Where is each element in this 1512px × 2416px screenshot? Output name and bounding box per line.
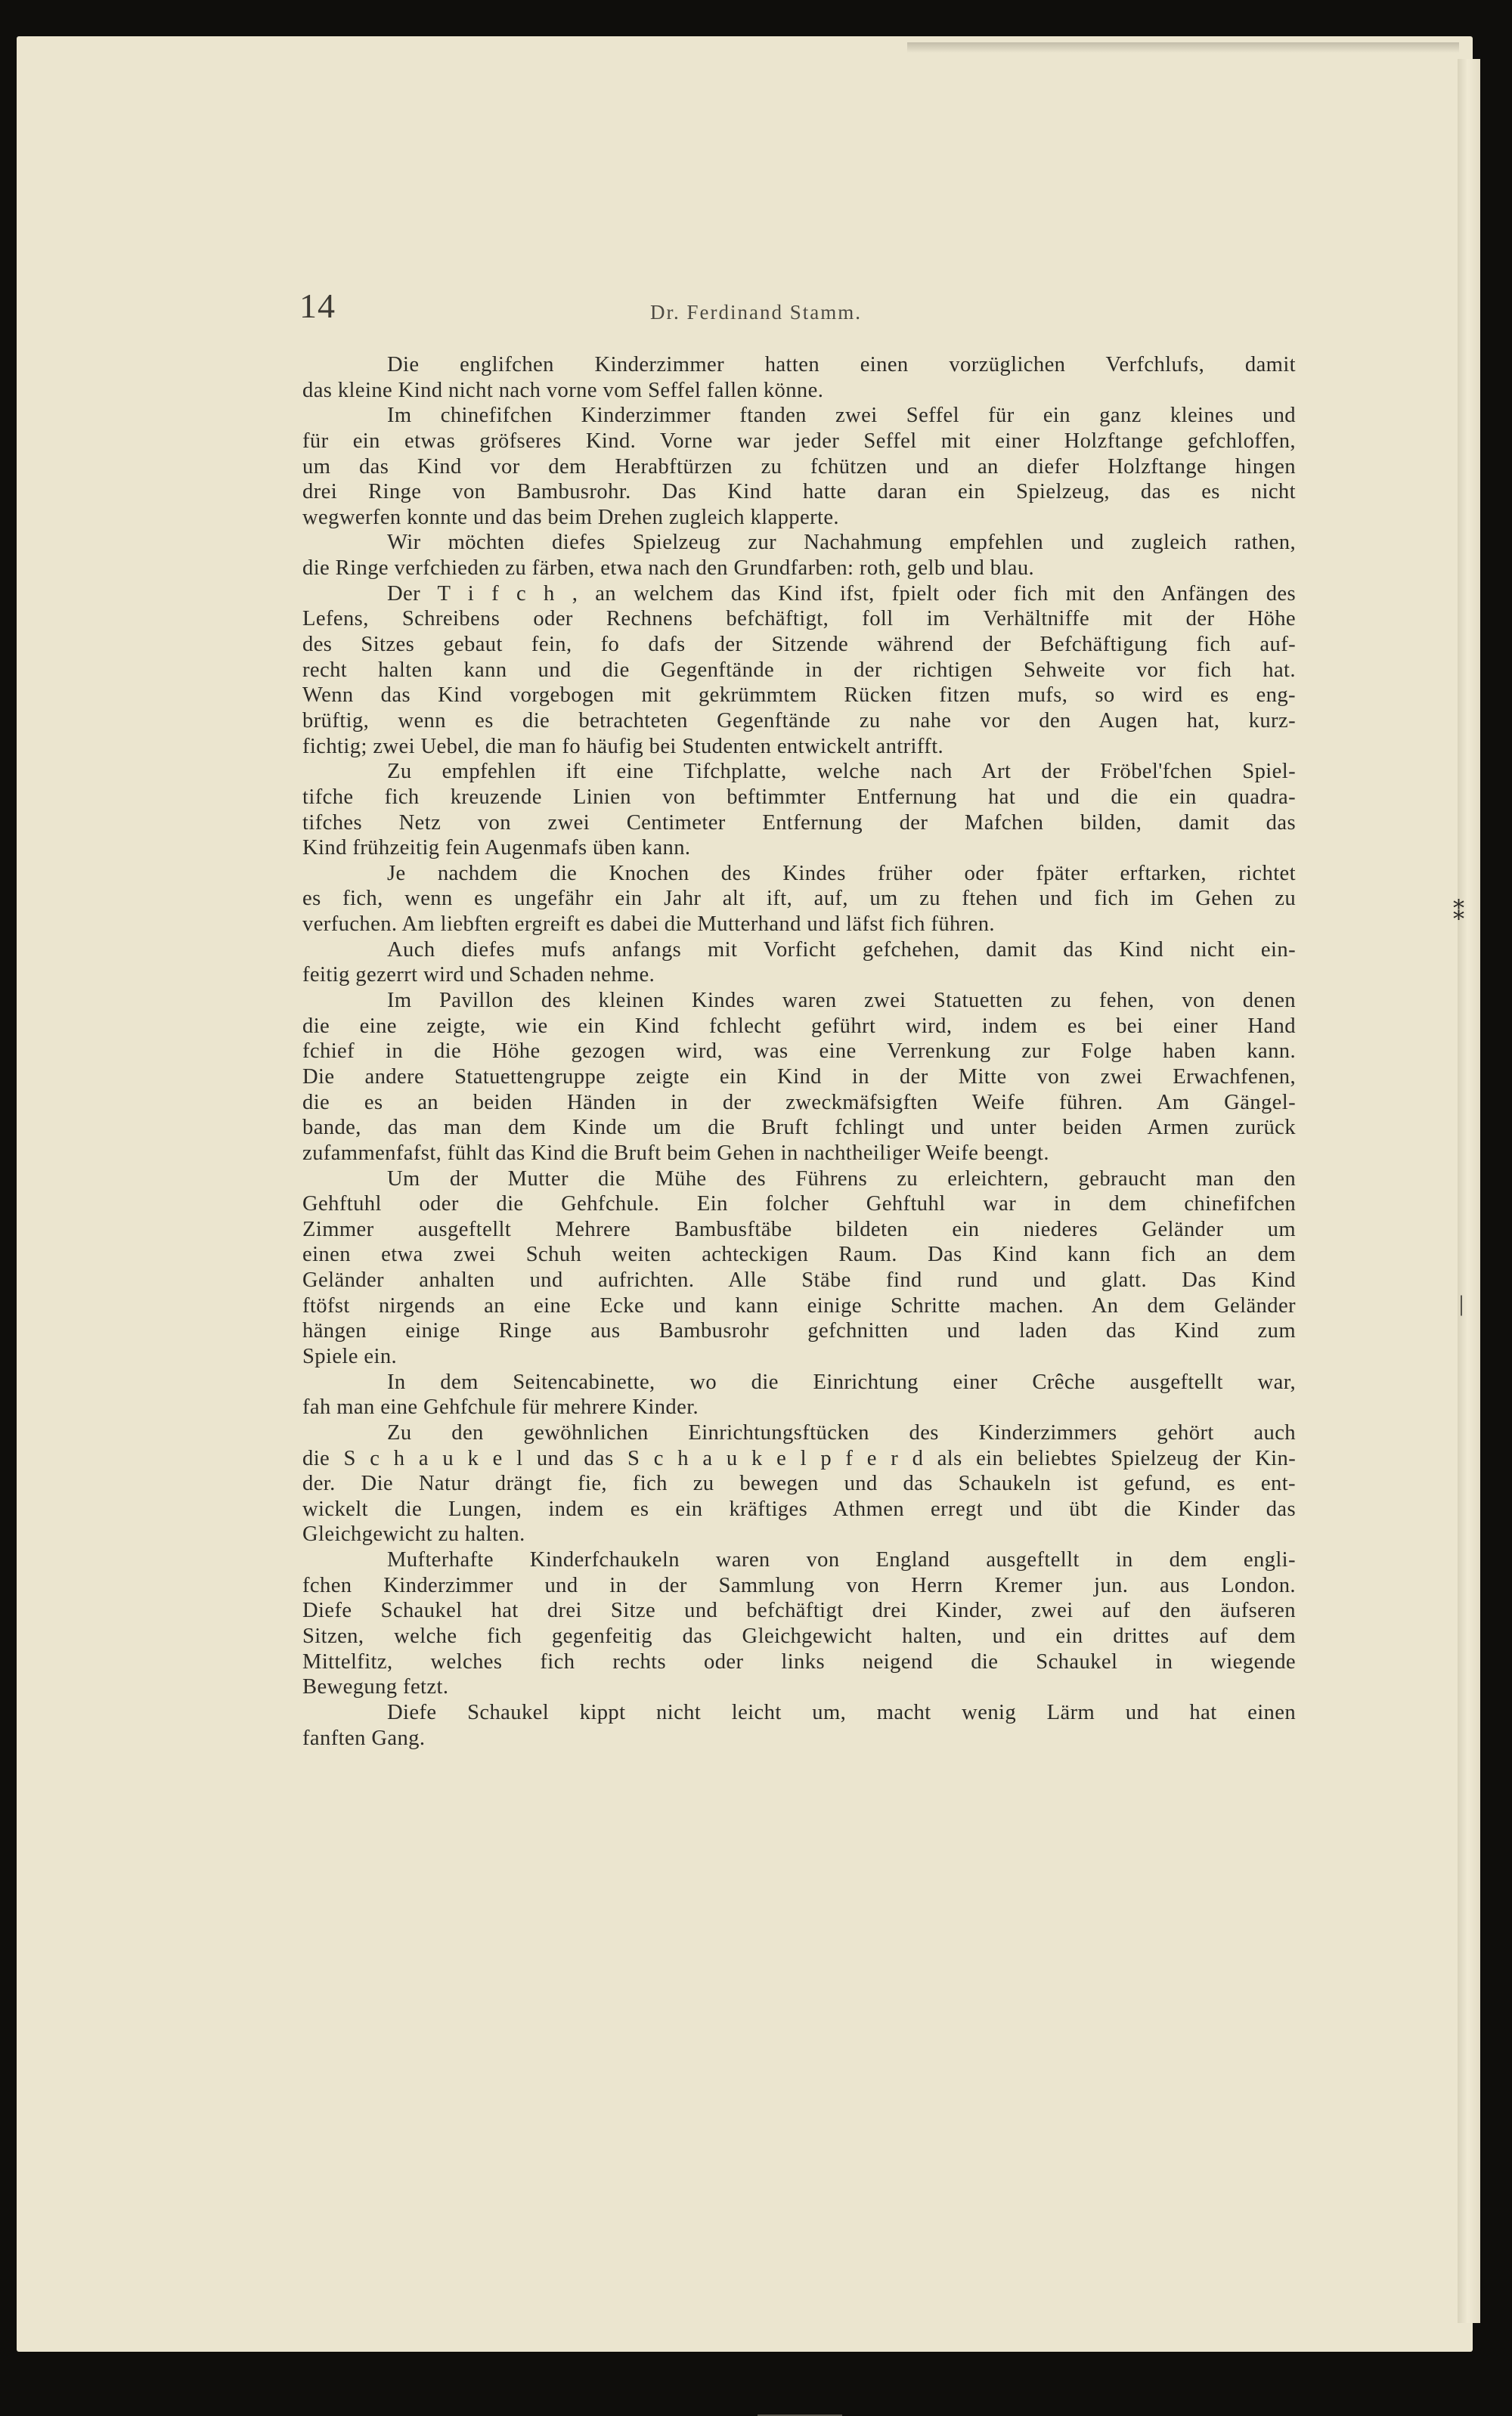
paragraph (302, 403, 1296, 530)
text-line: der. Die Natur drängt fie, fich zu bewegen und das Schaukeln ist gefund, es ent- (302, 1472, 1296, 1496)
text-line: die es an beiden Händen in der zweckmäfsigften Weife führen. Am Gängel- (302, 1090, 1296, 1114)
text-line: Mittelfitz, welches fich rechts oder links neigend die Schaukel in wiegende (302, 1649, 1296, 1674)
text-line: Wir möchten diefes Spielzeug zur Nachahmung empfehlen und zugleich rathen, (387, 531, 1296, 555)
text-line: Geländer anhalten und aufrichten. Alle Stäbe find rund und glatt. Das Kind (302, 1268, 1296, 1293)
paragraph (302, 988, 1296, 1166)
text-line: Im Pavillon des kleinen Kindes waren zwei Statuetten zu fehen, von denen (387, 989, 1296, 1013)
paragraph (302, 530, 1296, 581)
text-line: hängen einige Ringe aus Bambusrohr gefchnitten und laden das Kind zum (302, 1319, 1296, 1343)
paragraph (302, 937, 1296, 988)
page-number: 14 (299, 287, 336, 325)
paragraph (302, 1547, 1296, 1700)
paragraph (302, 1700, 1296, 1751)
text-line: es fich, wenn es ungefähr ein Jahr alt ift, auf, um zu ftehen und fich im Gehen zu (302, 887, 1296, 911)
text-line: Auch diefes mufs anfangs mit Vorficht gefchehen, damit das Kind nicht ein- (387, 937, 1296, 962)
paragraph (302, 861, 1296, 937)
text-line: recht halten kann und die Gegenftände in der richtigen Sehweite vor fich hat. (302, 658, 1296, 682)
text-line: Je nachdem die Knochen des Kindes früher oder fpäter erftarken, richtet (387, 861, 1296, 885)
text-line: brüftig, wenn es die betrachteten Gegenftände zu nahe vor den Augen hat, kurz- (302, 708, 1296, 733)
text-line: fichtig; zwei Uebel, die man fo häufig bei Studenten entwickelt antrifft. (302, 734, 944, 758)
text-line: bande, das man dem Kinde um die Bruft fchlingt und unter beiden Armen zurück (302, 1116, 1296, 1140)
text-line: die eine zeigte, wie ein Kind fchlecht geführt wird, indem es bei einer Hand (302, 1014, 1296, 1038)
text-line: das kleine Kind nicht nach vorne vom Seffel fallen könne. (302, 378, 824, 402)
body-text (302, 352, 1296, 1751)
text-line: fchen Kinderzimmer und in der Sammlung von Herrn Kremer jun. aus London. (302, 1573, 1296, 1597)
text-line: ftöfst nirgends an eine Ecke und kann einige Schritte machen. An dem Geländer (302, 1293, 1296, 1318)
text-line: wegwerfen konnte und das beim Drehen zugleich klapperte. (302, 505, 839, 529)
paragraph (302, 352, 1296, 403)
text-line: Gehftuhl oder die Gehfchule. Ein folcher Gehftuhl war in dem chinefifchen (302, 1192, 1296, 1216)
text-line: feitig gezerrt wird und Schaden nehme. (302, 963, 655, 987)
paragraph (302, 1166, 1296, 1370)
page-edge (1458, 59, 1480, 2323)
text-line: die Ringe verfchieden zu färben, etwa nach den Grundfarben: roth, gelb und blau. (302, 556, 1035, 581)
text-line: Der T i f c h , an welchem das Kind ifst, fpielt oder fich mit den Anfängen des (387, 581, 1296, 606)
text-line: Zu empfehlen ift eine Tifchplatte, welche nach Art der Fröbel'fchen Spiel- (387, 760, 1296, 784)
text-line: Diefe Schaukel hat drei Sitze und befchäftigt drei Kinder, zwei auf den äufseren (302, 1599, 1296, 1623)
paragraph (302, 581, 1296, 759)
text-line: fah man eine Gehfchule für mehrere Kinder. (302, 1395, 699, 1420)
text-line: fanften Gang. (302, 1726, 426, 1750)
text-line: fchief in die Höhe gezogen wird, was eine Verrenkung zur Folge haben kann. (302, 1039, 1296, 1064)
text-line: wickelt die Lungen, indem es ein kräftiges Athmen erregt und übt die Kinder das (302, 1497, 1296, 1521)
text-line: die S c h a u k e l und das S c h a u k e l p f e r d als ein beliebtes Spielzeug der Kin- (302, 1446, 1296, 1470)
text-line: Mufterhafte Kinderfchaukeln waren von England ausgeftellt in dem engli- (387, 1548, 1296, 1572)
text-line: Die englifchen Kinderzimmer hatten einen vorzüglichen Verfchlufs, damit (387, 353, 1296, 376)
page-shadow (907, 42, 1459, 53)
text-line: Bewegung fetzt. (302, 1675, 449, 1699)
margin-mark: ⁑ (1453, 900, 1464, 925)
text-line: Gleichgewicht zu halten. (302, 1522, 525, 1547)
text-line: In dem Seitencabinette, wo die Einrichtung einer Crêche ausgeftellt war, (387, 1370, 1296, 1394)
text-line: Lefens, Schreibens oder Rechnens befchäftigt, foll im Verhältniffe mit der Höhe (302, 607, 1296, 631)
text-line: Diefe Schaukel kippt nicht leicht um, macht wenig Lärm und hat einen (387, 1700, 1296, 1724)
text-line: zufammenfafst, fühlt das Kind die Bruft beim Gehen in nachtheiliger Weife beengt. (302, 1141, 1049, 1165)
paragraph (302, 759, 1296, 861)
paragraph (302, 1370, 1296, 1420)
text-line: Im chinefifchen Kinderzimmer ftanden zwei Seffel für ein ganz kleines und (387, 404, 1296, 428)
text-line: Spiele ein. (302, 1344, 398, 1368)
text-line: tifche fich kreuzende Linien von beftimmter Entfernung hat und die ein quadra- (302, 785, 1296, 809)
running-head: Dr. Ferdinand Stamm. (650, 301, 862, 324)
text-line: um das Kind vor dem Herabftürzen zu fchützen und an diefer Holzftange hingen (302, 454, 1296, 479)
paragraph (302, 1420, 1296, 1547)
text-line: verfuchen. Am liebften ergreift es dabei die Mutterhand und läfst fich führen. (302, 912, 995, 937)
text-line: Zu den gewöhnlichen Einrichtungsftücken des Kinderzimmers gehört auch (387, 1420, 1296, 1445)
text-line: einen etwa zwei Schuh weiten achteckigen Raum. Das Kind kann fich an dem (302, 1243, 1296, 1267)
text-line: für ein etwas gröfseres Kind. Vorne war jeder Seffel mit einer Holzftange gefchloffen, (302, 429, 1296, 453)
text-line: drei Ringe von Bambusrohr. Das Kind hatte daran ein Spielzeug, das es nicht (302, 480, 1296, 504)
text-line: Um der Mutter die Mühe des Führens zu erleichtern, gebraucht man den (387, 1166, 1296, 1191)
text-line: Zimmer ausgeftellt Mehrere Bambusftäbe bildeten ein niederes Geländer um (302, 1217, 1296, 1241)
text-line: Die andere Statuettengruppe zeigte ein Kind in der Mitte von zwei Erwachfenen, (302, 1064, 1296, 1089)
margin-mark: | (1459, 1291, 1464, 1316)
text-line: Kind frühzeitig fein Augenmafs üben kann. (302, 836, 691, 860)
text-line: tifches Netz von zwei Centimeter Entfernung der Mafchen bilden, damit das (302, 810, 1296, 835)
text-line: Sitzen, welche fich gegenfeitig das Gleichgewicht halten, und ein drittes auf dem (302, 1625, 1296, 1649)
text-line: Wenn das Kind vorgebogen mit gekrümmtem Rücken fitzen mufs, so wird es eng- (302, 683, 1296, 708)
text-line: des Sitzes gebaut fein, fo dafs der Sitzende während der Befchäftigung fich auf- (302, 633, 1296, 657)
